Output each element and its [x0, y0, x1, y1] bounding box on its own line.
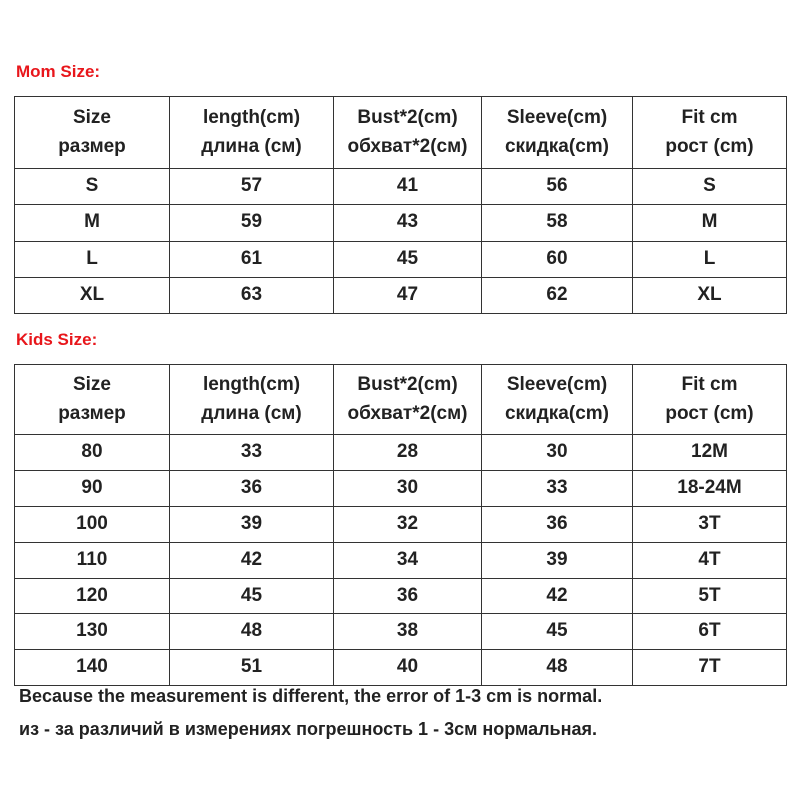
header-ru: обхват*2(см): [347, 402, 468, 424]
header-sleeve: [482, 97, 633, 169]
header-fit: [633, 365, 787, 435]
table-cell: 4T: [633, 542, 787, 578]
table-cell: 32: [334, 506, 482, 542]
table-row: [15, 169, 787, 205]
header-en: Size: [72, 106, 112, 128]
header-en: length(cm): [202, 106, 301, 128]
measurement-note-russian: из - за различий в измерениях погрешность 1 - 3см нормальная.: [19, 719, 598, 739]
table-cell: 100: [15, 506, 170, 542]
table-cell: 48: [482, 650, 633, 686]
table-cell: 63: [170, 277, 334, 313]
table-row: [15, 614, 787, 650]
table-cell: 30: [334, 470, 482, 506]
table-cell: 130: [15, 614, 170, 650]
table-row: [15, 241, 787, 277]
header-en: Sleeve(cm): [506, 106, 608, 128]
table-cell: 36: [334, 578, 482, 614]
header-bust: [334, 97, 482, 169]
table-cell: 39: [170, 506, 334, 542]
header-en: Size: [72, 373, 112, 395]
table-row: [15, 506, 787, 542]
table-cell: 36: [482, 506, 633, 542]
header-ru: размер: [58, 135, 126, 157]
table-cell: 60: [482, 241, 633, 277]
table-row: [15, 542, 787, 578]
header-en: Bust*2(cm): [357, 373, 458, 395]
table-header-row: [15, 97, 787, 169]
header-ru: скидка(cm): [504, 402, 609, 424]
header-length: [170, 365, 334, 435]
mom-size-table: [14, 96, 787, 314]
table-cell: 48: [170, 614, 334, 650]
table-cell: 12M: [633, 435, 787, 471]
table-row: [15, 277, 787, 313]
table-cell: 33: [170, 435, 334, 471]
table-cell: 36: [170, 470, 334, 506]
header-size: [15, 97, 170, 169]
table-row: [15, 435, 787, 471]
table-cell: 51: [170, 650, 334, 686]
table-cell: 42: [482, 578, 633, 614]
table-cell: 62: [482, 277, 633, 313]
table-cell: XL: [15, 277, 170, 313]
mom-size-title: Mom Size:: [16, 62, 101, 81]
header-fit: [633, 97, 787, 169]
table-header-row: [15, 365, 787, 435]
header-bust: [334, 365, 482, 435]
table-cell: S: [633, 169, 787, 205]
table-cell: 61: [170, 241, 334, 277]
header-en: Fit cm: [681, 373, 738, 395]
table-cell: 90: [15, 470, 170, 506]
header-ru: рост (cm): [665, 402, 754, 424]
table-row: [15, 205, 787, 241]
table-cell: 38: [334, 614, 482, 650]
table-cell: 6T: [633, 614, 787, 650]
table-cell: 140: [15, 650, 170, 686]
table-cell: 45: [482, 614, 633, 650]
table-cell: 58: [482, 205, 633, 241]
table-row: [15, 650, 787, 686]
header-en: Bust*2(cm): [357, 106, 458, 128]
table-cell: L: [633, 241, 787, 277]
table-cell: 56: [482, 169, 633, 205]
table-cell: 45: [170, 578, 334, 614]
table-cell: 47: [334, 277, 482, 313]
table-cell: 5T: [633, 578, 787, 614]
header-length: [170, 97, 334, 169]
kids-size-title: Kids Size:: [16, 330, 98, 349]
measurement-note-english: Because the measurement is different, the error of 1-3 cm is normal.: [19, 686, 603, 706]
table-cell: 120: [15, 578, 170, 614]
table-cell: L: [15, 241, 170, 277]
header-sleeve: [482, 365, 633, 435]
table-cell: 45: [334, 241, 482, 277]
header-ru: скидка(cm): [504, 135, 609, 157]
table-cell: 18-24M: [633, 470, 787, 506]
header-en: Sleeve(cm): [506, 373, 608, 395]
table-cell: 42: [170, 542, 334, 578]
table-cell: 43: [334, 205, 482, 241]
header-en: Fit cm: [681, 106, 738, 128]
table-row: [15, 470, 787, 506]
table-cell: 57: [170, 169, 334, 205]
table-cell: 59: [170, 205, 334, 241]
header-ru: длина (см): [201, 135, 302, 157]
table-cell: 40: [334, 650, 482, 686]
table-cell: 34: [334, 542, 482, 578]
header-size: [15, 365, 170, 435]
table-cell: 33: [482, 470, 633, 506]
table-cell: 28: [334, 435, 482, 471]
header-ru: длина (см): [201, 402, 302, 424]
table-cell: M: [15, 205, 170, 241]
table-cell: 7T: [633, 650, 787, 686]
header-ru: размер: [58, 402, 126, 424]
table-row: [15, 578, 787, 614]
table-cell: M: [633, 205, 787, 241]
kids-size-table: [14, 364, 787, 686]
header-ru: обхват*2(см): [347, 135, 468, 157]
header-en: length(cm): [202, 373, 301, 395]
table-cell: 39: [482, 542, 633, 578]
table-cell: 30: [482, 435, 633, 471]
table-cell: 3T: [633, 506, 787, 542]
table-cell: S: [15, 169, 170, 205]
header-ru: рост (cm): [665, 135, 754, 157]
table-cell: 110: [15, 542, 170, 578]
table-cell: XL: [633, 277, 787, 313]
table-cell: 41: [334, 169, 482, 205]
table-cell: 80: [15, 435, 170, 471]
